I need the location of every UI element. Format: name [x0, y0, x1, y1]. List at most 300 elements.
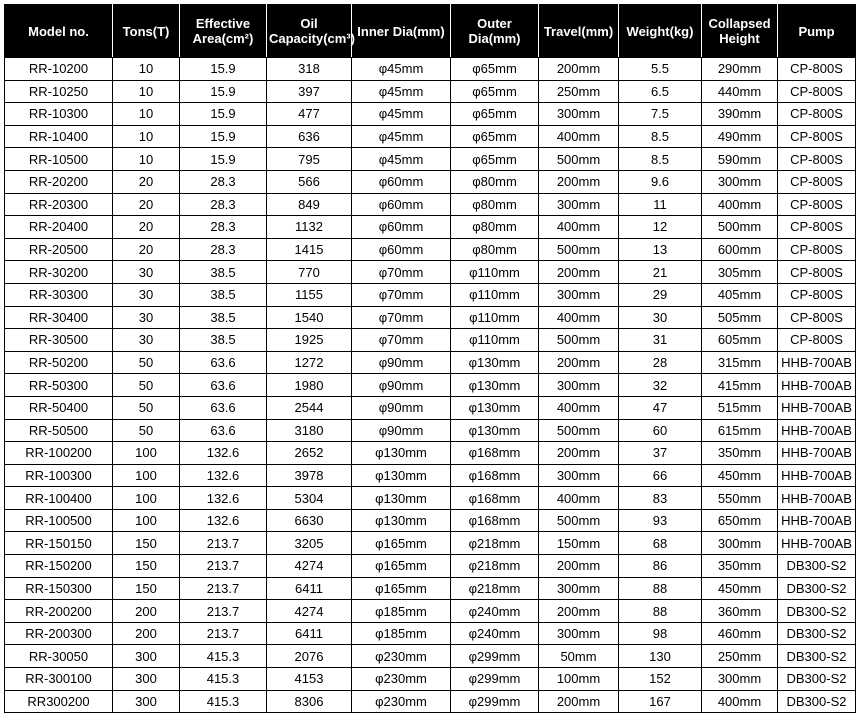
cell-oil-capacity: 1415	[267, 238, 352, 261]
cell-travel: 100mm	[539, 668, 619, 691]
cell-weight: 37	[619, 442, 702, 465]
cell-outer-dia: φ130mm	[451, 351, 539, 374]
cell-collapsed-height: 305mm	[702, 261, 778, 284]
cell-travel: 200mm	[539, 261, 619, 284]
header-tons: Tons(T)	[113, 5, 180, 58]
cell-travel: 500mm	[539, 419, 619, 442]
cell-outer-dia: φ65mm	[451, 80, 539, 103]
cell-effective-area: 213.7	[180, 532, 267, 555]
cell-travel: 200mm	[539, 58, 619, 81]
cell-effective-area: 63.6	[180, 351, 267, 374]
cell-pump: CP-800S	[778, 329, 856, 352]
cell-travel: 400mm	[539, 306, 619, 329]
cell-weight: 9.6	[619, 170, 702, 193]
cell-inner-dia: φ185mm	[352, 622, 451, 645]
cell-model-no: RR-10200	[5, 58, 113, 81]
cell-model-no: RR-30400	[5, 306, 113, 329]
table-row	[5, 396, 856, 419]
cell-pump: CP-800S	[778, 283, 856, 306]
cell-pump: CP-800S	[778, 58, 856, 81]
cell-outer-dia: φ168mm	[451, 487, 539, 510]
table-row	[5, 58, 856, 81]
cell-tons: 100	[113, 509, 180, 532]
cell-outer-dia: φ80mm	[451, 170, 539, 193]
cell-collapsed-height: 615mm	[702, 419, 778, 442]
cell-oil-capacity: 636	[267, 125, 352, 148]
cell-effective-area: 415.3	[180, 645, 267, 668]
cell-weight: 167	[619, 690, 702, 713]
cell-weight: 86	[619, 555, 702, 578]
cell-pump: CP-800S	[778, 238, 856, 261]
table-row	[5, 532, 856, 555]
table-row	[5, 103, 856, 126]
cell-weight: 28	[619, 351, 702, 374]
table-row	[5, 442, 856, 465]
cell-outer-dia: φ65mm	[451, 148, 539, 171]
cell-pump: DB300-S2	[778, 622, 856, 645]
cell-collapsed-height: 300mm	[702, 668, 778, 691]
cell-outer-dia: φ299mm	[451, 645, 539, 668]
table-row	[5, 577, 856, 600]
cell-tons: 10	[113, 148, 180, 171]
cell-effective-area: 415.3	[180, 690, 267, 713]
cell-travel: 300mm	[539, 577, 619, 600]
cell-collapsed-height: 500mm	[702, 216, 778, 239]
cell-oil-capacity: 770	[267, 261, 352, 284]
cell-travel: 500mm	[539, 509, 619, 532]
cell-effective-area: 15.9	[180, 125, 267, 148]
cell-model-no: RR-200300	[5, 622, 113, 645]
cell-effective-area: 415.3	[180, 668, 267, 691]
cell-inner-dia: φ45mm	[352, 103, 451, 126]
cell-pump: HHB-700AB	[778, 374, 856, 397]
table-row	[5, 148, 856, 171]
spec-table	[4, 4, 856, 713]
cell-inner-dia: φ70mm	[352, 261, 451, 284]
cell-inner-dia: φ230mm	[352, 690, 451, 713]
cell-inner-dia: φ90mm	[352, 374, 451, 397]
cell-collapsed-height: 450mm	[702, 577, 778, 600]
cell-effective-area: 28.3	[180, 238, 267, 261]
cell-travel: 250mm	[539, 80, 619, 103]
cell-collapsed-height: 350mm	[702, 442, 778, 465]
header-outer-dia: Outer Dia(mm)	[451, 5, 539, 58]
cell-model-no: RR-20200	[5, 170, 113, 193]
cell-outer-dia: φ80mm	[451, 216, 539, 239]
cell-weight: 93	[619, 509, 702, 532]
cell-pump: CP-800S	[778, 80, 856, 103]
cell-outer-dia: φ299mm	[451, 668, 539, 691]
header-row	[5, 5, 856, 58]
table-row	[5, 487, 856, 510]
cell-model-no: RR-30050	[5, 645, 113, 668]
table-row	[5, 622, 856, 645]
cell-effective-area: 213.7	[180, 622, 267, 645]
cell-model-no: RR-10250	[5, 80, 113, 103]
cell-weight: 88	[619, 600, 702, 623]
cell-collapsed-height: 400mm	[702, 193, 778, 216]
cell-tons: 10	[113, 103, 180, 126]
cell-travel: 200mm	[539, 555, 619, 578]
cell-weight: 8.5	[619, 148, 702, 171]
cell-outer-dia: φ240mm	[451, 600, 539, 623]
cell-tons: 30	[113, 329, 180, 352]
cell-effective-area: 38.5	[180, 306, 267, 329]
header-pump: Pump	[778, 5, 856, 58]
cell-collapsed-height: 490mm	[702, 125, 778, 148]
cell-collapsed-height: 515mm	[702, 396, 778, 419]
cell-oil-capacity: 6630	[267, 509, 352, 532]
cell-pump: DB300-S2	[778, 577, 856, 600]
cell-weight: 32	[619, 374, 702, 397]
cell-travel: 200mm	[539, 351, 619, 374]
cell-tons: 20	[113, 216, 180, 239]
cell-outer-dia: φ218mm	[451, 532, 539, 555]
cell-collapsed-height: 350mm	[702, 555, 778, 578]
cell-model-no: RR300200	[5, 690, 113, 713]
cell-effective-area: 213.7	[180, 577, 267, 600]
cell-weight: 30	[619, 306, 702, 329]
cell-model-no: RR-50500	[5, 419, 113, 442]
cell-inner-dia: φ45mm	[352, 148, 451, 171]
cell-oil-capacity: 795	[267, 148, 352, 171]
cell-pump: DB300-S2	[778, 690, 856, 713]
cell-inner-dia: φ230mm	[352, 668, 451, 691]
cell-effective-area: 63.6	[180, 374, 267, 397]
cell-travel: 300mm	[539, 283, 619, 306]
cell-inner-dia: φ45mm	[352, 58, 451, 81]
cell-model-no: RR-30200	[5, 261, 113, 284]
cell-weight: 11	[619, 193, 702, 216]
cell-outer-dia: φ130mm	[451, 374, 539, 397]
cell-inner-dia: φ60mm	[352, 238, 451, 261]
cell-oil-capacity: 1272	[267, 351, 352, 374]
cell-oil-capacity: 4153	[267, 668, 352, 691]
cell-weight: 12	[619, 216, 702, 239]
header-collapsed-height: Collapsed Height	[702, 5, 778, 58]
cell-tons: 20	[113, 193, 180, 216]
cell-tons: 30	[113, 283, 180, 306]
cell-tons: 150	[113, 555, 180, 578]
cell-oil-capacity: 6411	[267, 577, 352, 600]
cell-weight: 47	[619, 396, 702, 419]
cell-oil-capacity: 1980	[267, 374, 352, 397]
cell-travel: 300mm	[539, 464, 619, 487]
cell-oil-capacity: 849	[267, 193, 352, 216]
cell-model-no: RR-200200	[5, 600, 113, 623]
cell-inner-dia: φ90mm	[352, 396, 451, 419]
cell-collapsed-height: 415mm	[702, 374, 778, 397]
cell-outer-dia: φ80mm	[451, 238, 539, 261]
cell-model-no: RR-30500	[5, 329, 113, 352]
cell-inner-dia: φ130mm	[352, 509, 451, 532]
cell-oil-capacity: 477	[267, 103, 352, 126]
cell-pump: HHB-700AB	[778, 509, 856, 532]
cell-tons: 300	[113, 645, 180, 668]
table-row	[5, 645, 856, 668]
cell-tons: 150	[113, 577, 180, 600]
cell-effective-area: 15.9	[180, 103, 267, 126]
header-inner-dia: Inner Dia(mm)	[352, 5, 451, 58]
cell-effective-area: 132.6	[180, 442, 267, 465]
cell-weight: 8.5	[619, 125, 702, 148]
cell-tons: 20	[113, 238, 180, 261]
cell-oil-capacity: 318	[267, 58, 352, 81]
cell-effective-area: 38.5	[180, 283, 267, 306]
table-row	[5, 690, 856, 713]
cell-model-no: RR-10500	[5, 148, 113, 171]
cell-collapsed-height: 590mm	[702, 148, 778, 171]
cell-pump: DB300-S2	[778, 668, 856, 691]
cell-weight: 88	[619, 577, 702, 600]
cell-collapsed-height: 250mm	[702, 645, 778, 668]
cell-model-no: RR-50200	[5, 351, 113, 374]
cell-inner-dia: φ60mm	[352, 193, 451, 216]
cell-model-no: RR-10300	[5, 103, 113, 126]
cell-oil-capacity: 4274	[267, 600, 352, 623]
cell-inner-dia: φ70mm	[352, 283, 451, 306]
cell-outer-dia: φ168mm	[451, 509, 539, 532]
cell-weight: 7.5	[619, 103, 702, 126]
cell-outer-dia: φ130mm	[451, 396, 539, 419]
cell-weight: 152	[619, 668, 702, 691]
cell-outer-dia: φ65mm	[451, 103, 539, 126]
cell-model-no: RR-150150	[5, 532, 113, 555]
cell-effective-area: 38.5	[180, 261, 267, 284]
cell-model-no: RR-100300	[5, 464, 113, 487]
cell-inner-dia: φ230mm	[352, 645, 451, 668]
cell-pump: HHB-700AB	[778, 532, 856, 555]
cell-weight: 60	[619, 419, 702, 442]
cell-weight: 31	[619, 329, 702, 352]
cell-outer-dia: φ110mm	[451, 261, 539, 284]
cell-pump: DB300-S2	[778, 645, 856, 668]
cell-tons: 150	[113, 532, 180, 555]
cell-inner-dia: φ130mm	[352, 464, 451, 487]
table-header	[5, 5, 856, 58]
table-row	[5, 238, 856, 261]
cell-model-no: RR-150200	[5, 555, 113, 578]
cell-pump: CP-800S	[778, 103, 856, 126]
cell-oil-capacity: 1925	[267, 329, 352, 352]
cell-inner-dia: φ185mm	[352, 600, 451, 623]
cell-tons: 50	[113, 419, 180, 442]
cell-effective-area: 132.6	[180, 509, 267, 532]
table-row	[5, 170, 856, 193]
cell-oil-capacity: 566	[267, 170, 352, 193]
cell-model-no: RR-20400	[5, 216, 113, 239]
cell-collapsed-height: 460mm	[702, 622, 778, 645]
cell-travel: 300mm	[539, 193, 619, 216]
cell-model-no: RR-50400	[5, 396, 113, 419]
cell-weight: 83	[619, 487, 702, 510]
cell-outer-dia: φ168mm	[451, 442, 539, 465]
cell-tons: 100	[113, 442, 180, 465]
cell-effective-area: 132.6	[180, 487, 267, 510]
cell-weight: 130	[619, 645, 702, 668]
cell-oil-capacity: 1155	[267, 283, 352, 306]
cell-effective-area: 28.3	[180, 170, 267, 193]
cell-pump: CP-800S	[778, 261, 856, 284]
table-body	[5, 58, 856, 713]
table-row	[5, 419, 856, 442]
cell-inner-dia: φ45mm	[352, 125, 451, 148]
cell-travel: 400mm	[539, 487, 619, 510]
cell-inner-dia: φ130mm	[352, 487, 451, 510]
cell-outer-dia: φ65mm	[451, 125, 539, 148]
cell-pump: CP-800S	[778, 148, 856, 171]
cell-weight: 68	[619, 532, 702, 555]
cell-pump: DB300-S2	[778, 600, 856, 623]
header-effective-area: Effective Area(cm²)	[180, 5, 267, 58]
cell-model-no: RR-10400	[5, 125, 113, 148]
cell-collapsed-height: 440mm	[702, 80, 778, 103]
spec-table-container	[4, 4, 856, 713]
cell-weight: 13	[619, 238, 702, 261]
cell-pump: CP-800S	[778, 170, 856, 193]
cell-pump: CP-800S	[778, 216, 856, 239]
cell-collapsed-height: 650mm	[702, 509, 778, 532]
cell-pump: CP-800S	[778, 125, 856, 148]
cell-inner-dia: φ165mm	[352, 555, 451, 578]
cell-collapsed-height: 605mm	[702, 329, 778, 352]
cell-outer-dia: φ80mm	[451, 193, 539, 216]
cell-effective-area: 38.5	[180, 329, 267, 352]
cell-tons: 50	[113, 396, 180, 419]
cell-oil-capacity: 1540	[267, 306, 352, 329]
cell-oil-capacity: 5304	[267, 487, 352, 510]
cell-pump: HHB-700AB	[778, 464, 856, 487]
cell-travel: 200mm	[539, 442, 619, 465]
cell-collapsed-height: 390mm	[702, 103, 778, 126]
cell-travel: 200mm	[539, 690, 619, 713]
cell-travel: 200mm	[539, 600, 619, 623]
cell-tons: 200	[113, 622, 180, 645]
cell-oil-capacity: 3978	[267, 464, 352, 487]
cell-outer-dia: φ110mm	[451, 329, 539, 352]
cell-effective-area: 132.6	[180, 464, 267, 487]
cell-effective-area: 15.9	[180, 80, 267, 103]
cell-tons: 50	[113, 374, 180, 397]
cell-model-no: RR-100500	[5, 509, 113, 532]
cell-outer-dia: φ110mm	[451, 283, 539, 306]
cell-oil-capacity: 3180	[267, 419, 352, 442]
cell-effective-area: 63.6	[180, 396, 267, 419]
cell-pump: CP-800S	[778, 193, 856, 216]
cell-tons: 200	[113, 600, 180, 623]
cell-outer-dia: φ218mm	[451, 555, 539, 578]
cell-travel: 500mm	[539, 148, 619, 171]
cell-travel: 500mm	[539, 238, 619, 261]
table-row	[5, 600, 856, 623]
cell-effective-area: 213.7	[180, 600, 267, 623]
cell-travel: 400mm	[539, 396, 619, 419]
cell-model-no: RR-300100	[5, 668, 113, 691]
table-row	[5, 125, 856, 148]
cell-inner-dia: φ60mm	[352, 216, 451, 239]
cell-inner-dia: φ70mm	[352, 329, 451, 352]
cell-collapsed-height: 360mm	[702, 600, 778, 623]
cell-travel: 50mm	[539, 645, 619, 668]
cell-pump: HHB-700AB	[778, 487, 856, 510]
table-row	[5, 216, 856, 239]
cell-effective-area: 15.9	[180, 58, 267, 81]
cell-inner-dia: φ60mm	[352, 170, 451, 193]
cell-travel: 400mm	[539, 125, 619, 148]
table-row	[5, 464, 856, 487]
cell-weight: 98	[619, 622, 702, 645]
cell-tons: 100	[113, 487, 180, 510]
cell-inner-dia: φ165mm	[352, 577, 451, 600]
table-row	[5, 80, 856, 103]
cell-travel: 500mm	[539, 329, 619, 352]
cell-travel: 300mm	[539, 103, 619, 126]
cell-inner-dia: φ90mm	[352, 419, 451, 442]
cell-weight: 21	[619, 261, 702, 284]
cell-oil-capacity: 2544	[267, 396, 352, 419]
cell-outer-dia: φ168mm	[451, 464, 539, 487]
table-row	[5, 329, 856, 352]
cell-travel: 300mm	[539, 374, 619, 397]
table-row	[5, 555, 856, 578]
cell-weight: 29	[619, 283, 702, 306]
cell-effective-area: 28.3	[180, 216, 267, 239]
table-row	[5, 374, 856, 397]
header-model-no: Model no.	[5, 5, 113, 58]
cell-outer-dia: φ130mm	[451, 419, 539, 442]
table-row	[5, 306, 856, 329]
cell-oil-capacity: 4274	[267, 555, 352, 578]
cell-collapsed-height: 550mm	[702, 487, 778, 510]
cell-model-no: RR-20500	[5, 238, 113, 261]
cell-weight: 6.5	[619, 80, 702, 103]
cell-tons: 300	[113, 690, 180, 713]
cell-inner-dia: φ90mm	[352, 351, 451, 374]
cell-collapsed-height: 315mm	[702, 351, 778, 374]
cell-tons: 30	[113, 261, 180, 284]
cell-outer-dia: φ299mm	[451, 690, 539, 713]
cell-model-no: RR-150300	[5, 577, 113, 600]
cell-pump: HHB-700AB	[778, 351, 856, 374]
cell-oil-capacity: 397	[267, 80, 352, 103]
cell-collapsed-height: 300mm	[702, 170, 778, 193]
cell-inner-dia: φ45mm	[352, 80, 451, 103]
cell-pump: CP-800S	[778, 306, 856, 329]
cell-travel: 200mm	[539, 170, 619, 193]
cell-oil-capacity: 2652	[267, 442, 352, 465]
table-row	[5, 509, 856, 532]
cell-collapsed-height: 290mm	[702, 58, 778, 81]
cell-oil-capacity: 8306	[267, 690, 352, 713]
cell-pump: HHB-700AB	[778, 442, 856, 465]
table-row	[5, 351, 856, 374]
cell-outer-dia: φ65mm	[451, 58, 539, 81]
cell-collapsed-height: 600mm	[702, 238, 778, 261]
cell-oil-capacity: 2076	[267, 645, 352, 668]
cell-effective-area: 15.9	[180, 148, 267, 171]
cell-collapsed-height: 400mm	[702, 690, 778, 713]
table-row	[5, 193, 856, 216]
cell-tons: 100	[113, 464, 180, 487]
cell-tons: 10	[113, 80, 180, 103]
cell-effective-area: 63.6	[180, 419, 267, 442]
cell-collapsed-height: 405mm	[702, 283, 778, 306]
cell-travel: 150mm	[539, 532, 619, 555]
cell-pump: HHB-700AB	[778, 396, 856, 419]
cell-model-no: RR-100400	[5, 487, 113, 510]
table-row	[5, 283, 856, 306]
cell-oil-capacity: 6411	[267, 622, 352, 645]
